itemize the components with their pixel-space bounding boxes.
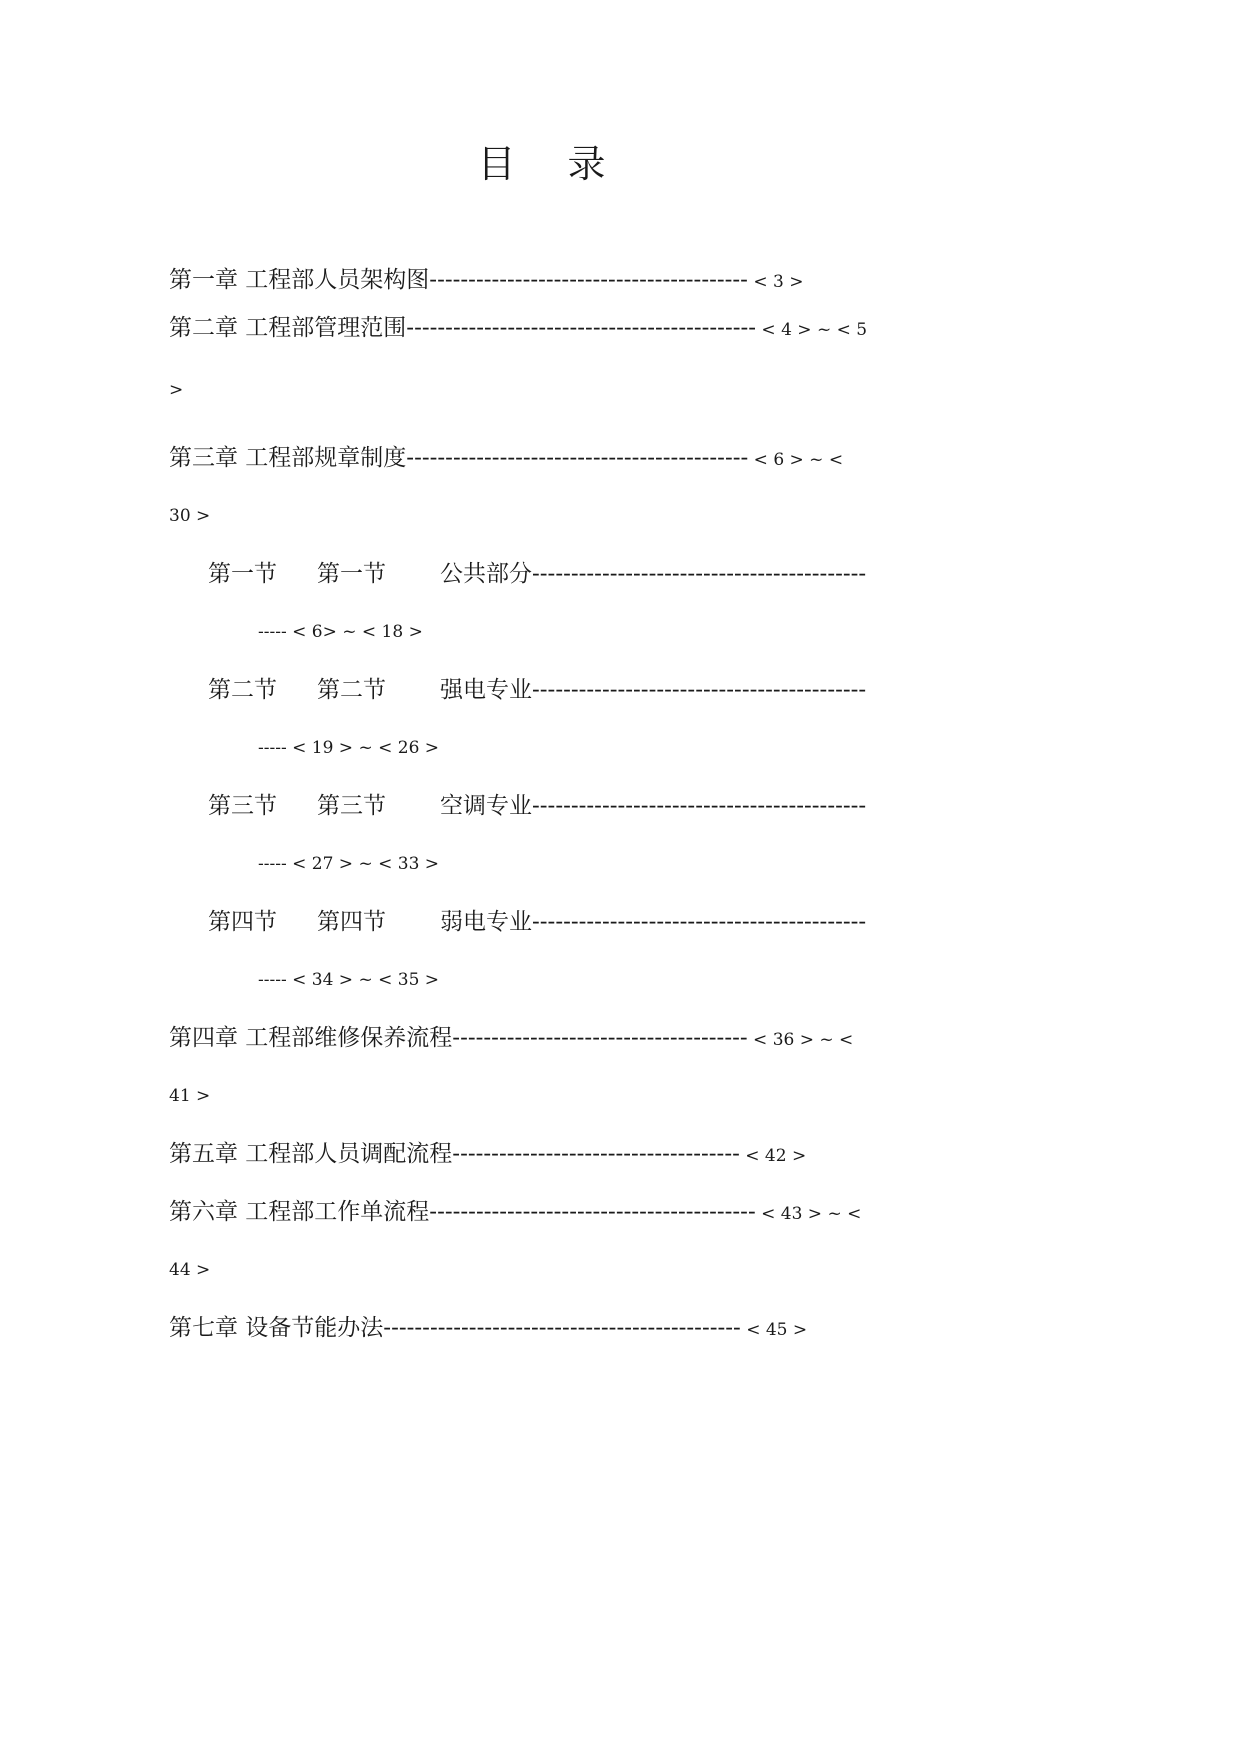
toc-entry-continuation: ----- < 19 > ~ < 26 > — [258, 738, 440, 758]
toc-leader-dashes: ------------------------------------------- — [532, 561, 867, 587]
toc-entry-continuation: > — [169, 380, 184, 400]
toc-entry-text: 第二章 工程部管理范围--------------------------------------------- — [169, 315, 757, 341]
toc-section-name: 空调专业 — [440, 793, 532, 819]
toc-entry-section-2[interactable] — [208, 675, 866, 705]
toc-section-name: 公共部分 — [440, 561, 532, 587]
toc-entry-text: 第一章 工程部人员架构图----------------------------------------- — [169, 267, 748, 293]
toc-entry-pages: < 43 > ~ < — [755, 1204, 862, 1224]
toc-section-name: 弱电专业 — [440, 909, 532, 935]
toc-entry-chapter-7[interactable] — [169, 1313, 807, 1345]
toc-section-number-repeat: 第三节 — [317, 793, 386, 819]
toc-entry-pages: < 6 > ~ < — [748, 450, 844, 470]
toc-entry-chapter-4[interactable] — [169, 1023, 853, 1055]
toc-entry-continuation: ----- < 34 > ~ < 35 > — [258, 970, 440, 990]
toc-leader-dashes: ------------------------------------------- — [532, 909, 867, 935]
toc-entry-chapter-5[interactable] — [169, 1139, 806, 1171]
toc-section-number-repeat: 第四节 — [317, 909, 386, 935]
toc-entry-continuation: ----- < 27 > ~ < 33 > — [258, 854, 440, 874]
toc-section-number-repeat: 第一节 — [317, 561, 386, 587]
toc-entry-pages: < 45 > — [740, 1320, 808, 1340]
toc-section-number-repeat: 第二节 — [317, 677, 386, 703]
toc-entry-text: 第五章 工程部人员调配流程------------------------------------- — [169, 1141, 740, 1167]
toc-entry-section-4[interactable] — [208, 907, 866, 937]
toc-leader-dashes: ------------------------------------------- — [532, 793, 867, 819]
toc-section-number: 第二节 — [208, 677, 277, 703]
toc-entry-text: 第七章 设备节能办法---------------------------------------------- — [169, 1315, 741, 1341]
toc-leader-dashes: ------------------------------------------- — [532, 677, 867, 703]
toc-entry-section-3[interactable] — [208, 791, 866, 821]
toc-section-name: 强电专业 — [440, 677, 532, 703]
toc-entry-chapter-2[interactable] — [169, 313, 867, 345]
toc-entry-continuation: 30 > — [169, 506, 211, 526]
toc-section-number: 第三节 — [208, 793, 277, 819]
toc-entry-text: 第三章 工程部规章制度-------------------------------------------- — [169, 445, 749, 471]
toc-entry-section-1[interactable] — [208, 559, 866, 589]
toc-entry-chapter-1[interactable] — [169, 265, 803, 297]
toc-entry-text: 第四章 工程部维修保养流程-------------------------------------- — [169, 1025, 748, 1051]
toc-section-number: 第一节 — [208, 561, 277, 587]
toc-entry-chapter-6[interactable] — [169, 1197, 861, 1229]
toc-entry-continuation: 41 > — [169, 1086, 211, 1106]
toc-entry-pages: < 4 > ~ < 5 — [756, 320, 868, 340]
toc-entry-pages: < 42 > — [739, 1146, 807, 1166]
toc-entry-pages: < 36 > ~ < — [747, 1030, 854, 1050]
toc-entry-continuation: ----- < 6> ~ < 18 > — [258, 622, 423, 642]
page-title: 目 录 — [477, 142, 626, 186]
toc-section-number: 第四节 — [208, 909, 277, 935]
toc-entry-continuation: 44 > — [169, 1260, 211, 1280]
toc-entry-text: 第六章 工程部工作单流程------------------------------------------ — [169, 1199, 756, 1225]
toc-entry-chapter-3[interactable] — [169, 443, 843, 475]
toc-entry-pages: < 3 > — [747, 272, 804, 292]
